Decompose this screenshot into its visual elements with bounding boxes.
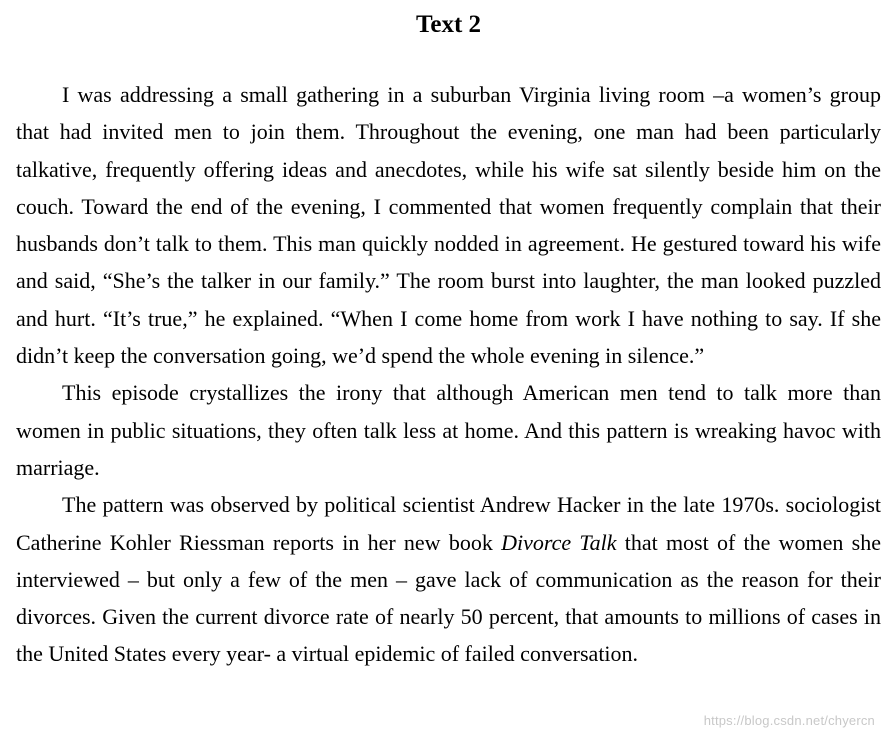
paragraph-1: I was addressing a small gathering in a suburban Virginia living room –a women’s group that had invited men to join them. Throughout the evening, one man had been particularly talkative, frequently offering ideas and anecdotes, while his wife sat silently beside him on the couch. Toward the end of the evening, I commented that women frequently complain that their husbands don’t talk to them. This man quickly nodded in agreement. He gestured toward his wife and said, “She’s the talker in our family.” The room burst into laughter, the man looked puzzled and hurt. “It’s true,” he explained. “When I come home from work I have nothing to say. If she didn’t keep the conversation going, we’d spend the whole evening in silence.” <box>16 82 881 369</box>
paragraph-3 <box>16 486 881 672</box>
book-title: Divorce Talk <box>501 529 617 555</box>
paragraph-3-text-after: that most of the women she interviewed – but only a few of the men – gave lack of communication as the reason for their divorces. Given the current divorce rate of nearly 50 percent, that amounts to millions of cases in the United States every year- a virtual epidemic of failed conversation. <box>16 529 882 667</box>
paragraph-3-text-before: The pattern was observed by political scientist Andrew Hacker in the late 1970s. sociologist Catherine Kohler Riessman reports in her new book <box>16 492 881 555</box>
document-page <box>16 0 881 673</box>
watermark: https://blog.csdn.net/chyercn <box>703 713 875 728</box>
paragraph-2: This episode crystallizes the irony that although American men tend to talk more than women in public situations, they often talk less at home. And this pattern is wreaking havoc with marriage. <box>16 380 881 480</box>
document-title: Text 2 <box>415 11 482 38</box>
